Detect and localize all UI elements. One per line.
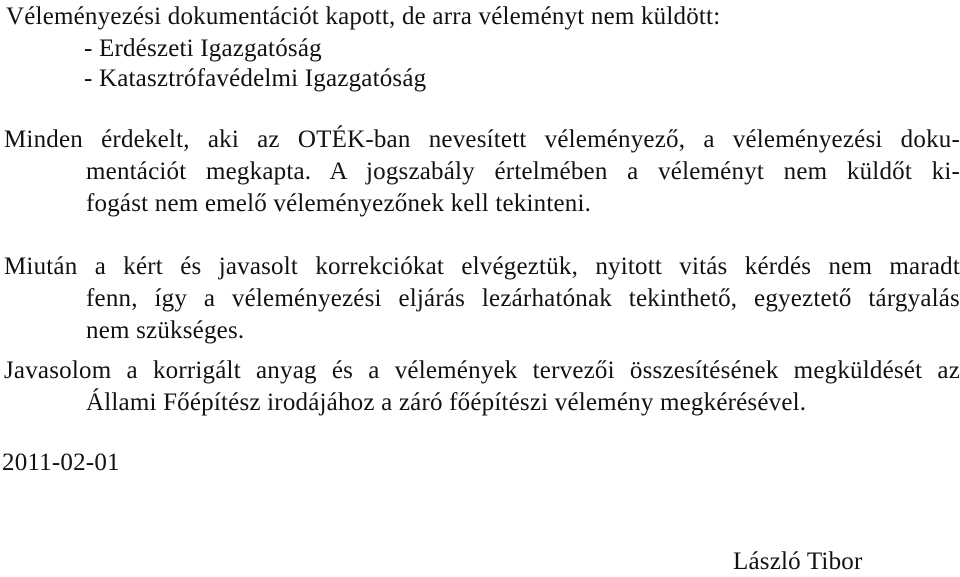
document-date: 2011-02-01 <box>2 449 120 476</box>
paragraph2-line1: Miután a kért és javasolt korrekciókat elvégeztük, nyitott vitás kérdés nem maradt <box>4 253 960 280</box>
intro-line: Véleményezési dokumentációt kapott, de arra véleményt nem küldött: <box>6 3 721 30</box>
paragraph2-line3: nem szükséges. <box>86 317 245 344</box>
paragraph3-line2: Állami Főépítész irodájához a záró főépítészi vélemény megkérésével. <box>86 389 807 416</box>
list-item-erdeszeti: - Erdészeti Igazgatóság <box>84 35 322 62</box>
paragraph3-line1: Javasolom a korrigált anyag és a vélemények tervezői összesítésének megküldését az <box>4 357 960 384</box>
list-item-katasztrofavedelmi: - Katasztrófavédelmi Igazgatóság <box>84 65 427 92</box>
signature-name: László Tibor <box>733 548 863 575</box>
paragraph1-line2: mentációt megkapta. A jogszabály értelmében a véleményt nem küldőt ki- <box>86 158 960 185</box>
paragraph2-line2: fenn, így a véleményezési eljárás lezárhatónak tekinthető, egyeztető tárgyalás <box>86 285 960 312</box>
paragraph1-line1: Minden érdekelt, aki az OTÉK-ban nevesített véleményező, a véleményezési doku- <box>4 126 960 153</box>
paragraph1-line3: fogást nem emelő véleményezőnek kell tekinteni. <box>86 190 592 217</box>
